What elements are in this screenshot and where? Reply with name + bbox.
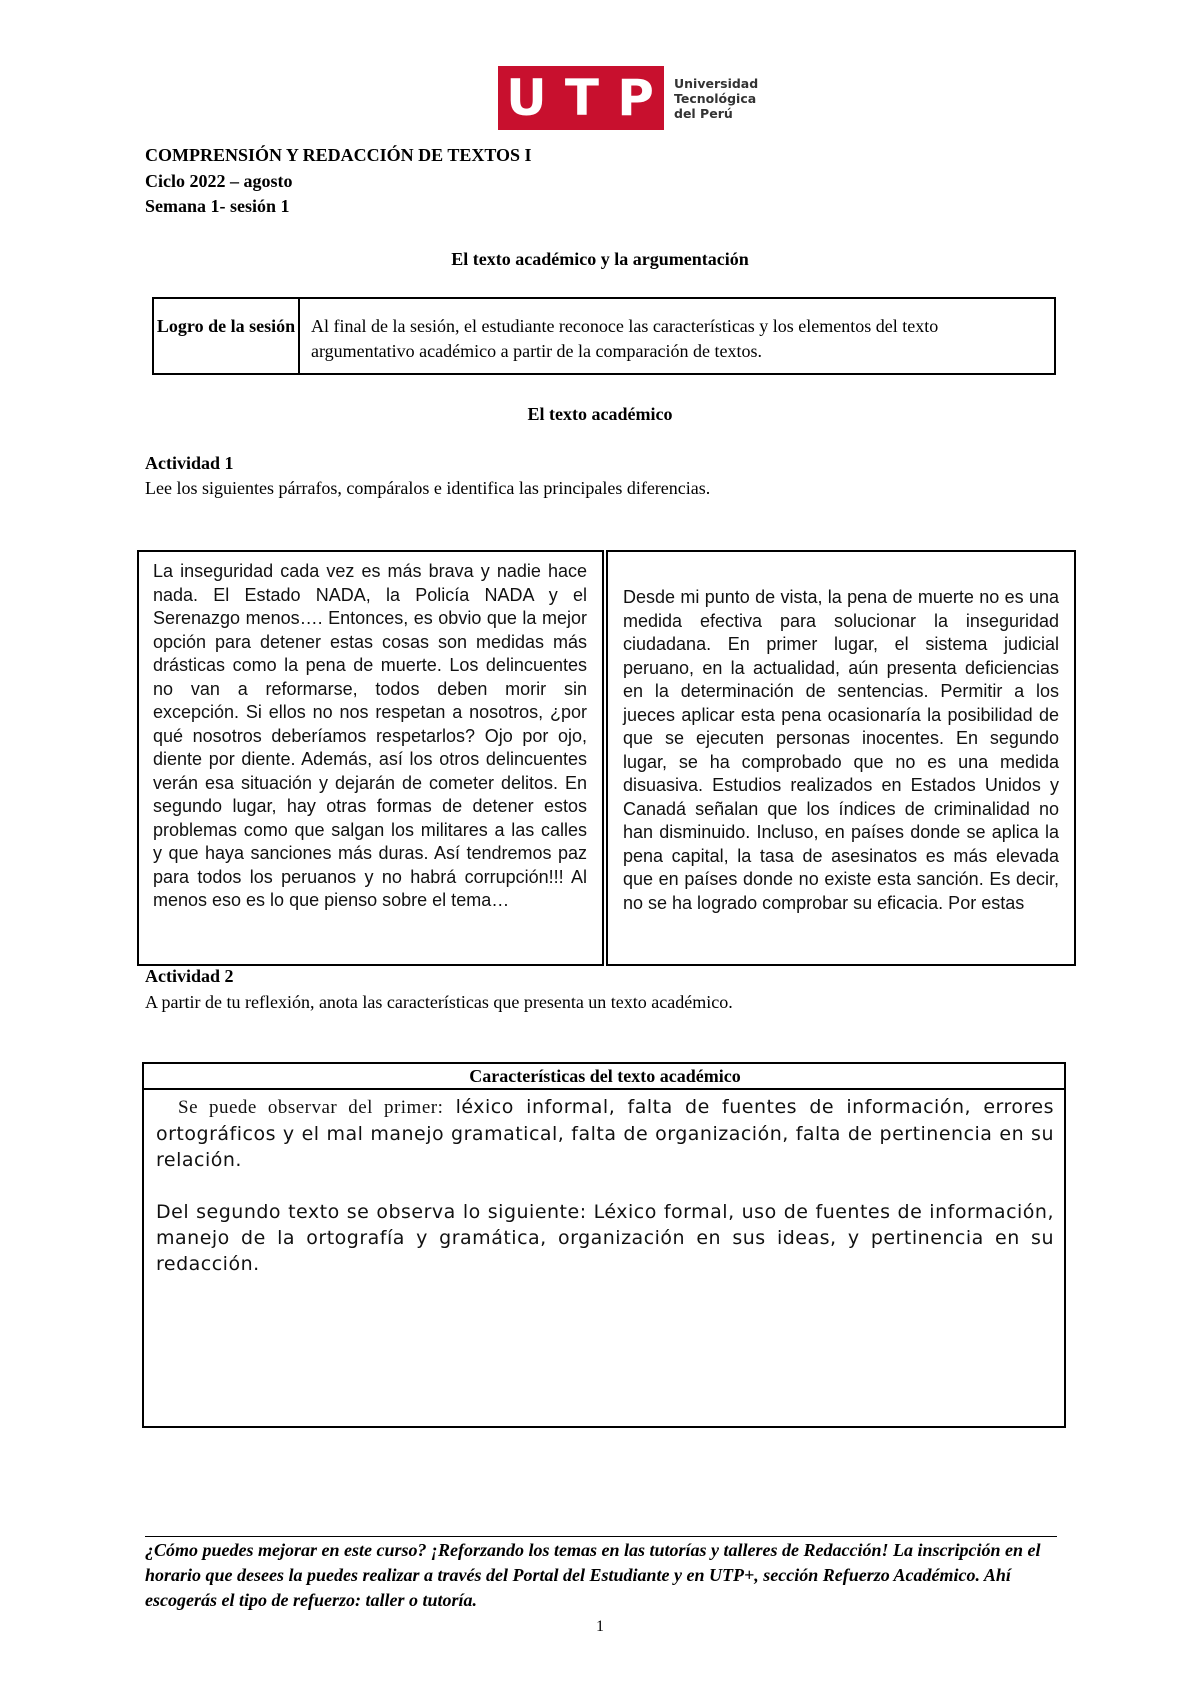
activity-1-title: Actividad 1 — [145, 453, 234, 473]
characteristics-table — [142, 1062, 1066, 1428]
session-goal-text: Al final de la sesión, el estudiante reconoce las características y los elementos del texto argumentativo académico a partir de la comparación de textos. — [311, 316, 939, 361]
logo-line-1: Universidad — [674, 75, 759, 91]
utp-logo-mark — [498, 66, 664, 130]
utp-logo — [498, 66, 758, 130]
activity-2-instruction: A partir de tu reflexión, anota las características que presenta un texto académico. — [145, 992, 733, 1012]
answer-paragraph-2: Del segundo texto se observa lo siguiente: Léxico formal, uso de fuentes de información, manejo de la ortografía y gramática, organización en sus ideas, y pertinencia en su redacción. — [156, 1201, 1054, 1275]
logo-line-2: Tecnológica — [674, 90, 757, 106]
informal-paragraph-text: La inseguridad cada vez es más brava y nadie hace nada. El Estado NADA, la Policía NADA y el Serenazgo menos…. Entonces, es obvio que la mejor opción para detener estas cosas son medidas más drásticas como la pena de muerte. Los delincuentes no van a reformarse, todos deben morir sin excepción. Si ellos no nos respetan a nosotros, ¿por qué nosotros deberíamos respetarlos? Ojo por ojo, diente por diente. Además, así los otros delincuentes verán esa situación y dejarán de cometer delitos. En segundo lugar, hay otras formas de detener estos problemas como que salgan los militares a las calles y que haya sanciones más duras. Así tendremos paz para todos los peruanos y no habrá corrupción!!! Al menos eso es lo que pienso sobre el tema… — [153, 561, 587, 910]
logo-line-3: del Perú — [674, 105, 733, 121]
course-cycle: Ciclo 2022 – agosto — [145, 171, 293, 191]
course-week: Semana 1- sesión 1 — [145, 196, 290, 216]
activity-2-title: Actividad 2 — [145, 966, 234, 986]
characteristics-header: Características del texto académico — [144, 1064, 1066, 1090]
logo-wordmark — [674, 76, 758, 121]
answer-lead: Se puede observar del primer: — [178, 1097, 444, 1118]
course-name: COMPRENSIÓN Y REDACCIÓN DE TEXTOS I — [145, 145, 532, 165]
page-number: 1 — [596, 1618, 604, 1635]
page-title: El texto académico y la argumentación — [451, 249, 749, 269]
session-goal-table — [152, 297, 1056, 375]
academic-paragraph-text: Desde mi punto de vista, la pena de muerte no es una medida efectiva para solucionar la inseguridad ciudadana. En primer lugar, el sistema judicial peruano, en la actualidad, aún presenta deficiencias en la determinación de sentencias. Permitir a los jueces aplicar esta pena ocasionaría la posibilidad de que se ejecuten personas inocentes. En segundo lugar, se ha comprobado que no es una medida disuasiva. Estudios realizados en Estados Unidos y Canadá señalan que los índices de criminalidad no han disminuido. Incluso, en países donde se aplica la pena capital, la tasa de asesinatos es más elevada que en países donde no existe esta sanción. Es decir, no se ha logrado comprobar su eficacia. Por estas — [623, 587, 1059, 913]
logo-letter-p: P — [617, 69, 656, 127]
logo-letter-u: U — [506, 69, 549, 127]
answer-paragraph-1 — [156, 1094, 1054, 1173]
characteristics-answer[interactable] — [144, 1090, 1064, 1277]
footnote: ¿Cómo puedes mejorar en este curso? ¡Reforzando los temas en las tutorías y talleres de Redacción! La inscripción en el horario que desees la puedes realizar a través del Portal del Estudiante y en UTP+, sección Refuerzo Académico. Ahí escogerás el tipo de refuerzo: taller o tutoría. — [145, 1540, 1041, 1610]
section-title: El texto académico — [527, 404, 673, 424]
logo-letter-t: T — [564, 69, 602, 127]
footnote-divider — [145, 1536, 1057, 1537]
session-goal-label: Logro de la sesión — [154, 299, 300, 373]
activity-1-instruction: Lee los siguientes párrafos, compáralos e identifica las principales diferencias. — [145, 478, 711, 498]
answer-first-text: léxico informal, falta de fuentes de información, errores ortográficos y el mal manejo gramatical, falta de organización, falta de pertinencia en su relación. — [156, 1096, 1054, 1171]
academic-paragraph-box — [606, 550, 1076, 966]
informal-paragraph-box — [137, 550, 604, 966]
